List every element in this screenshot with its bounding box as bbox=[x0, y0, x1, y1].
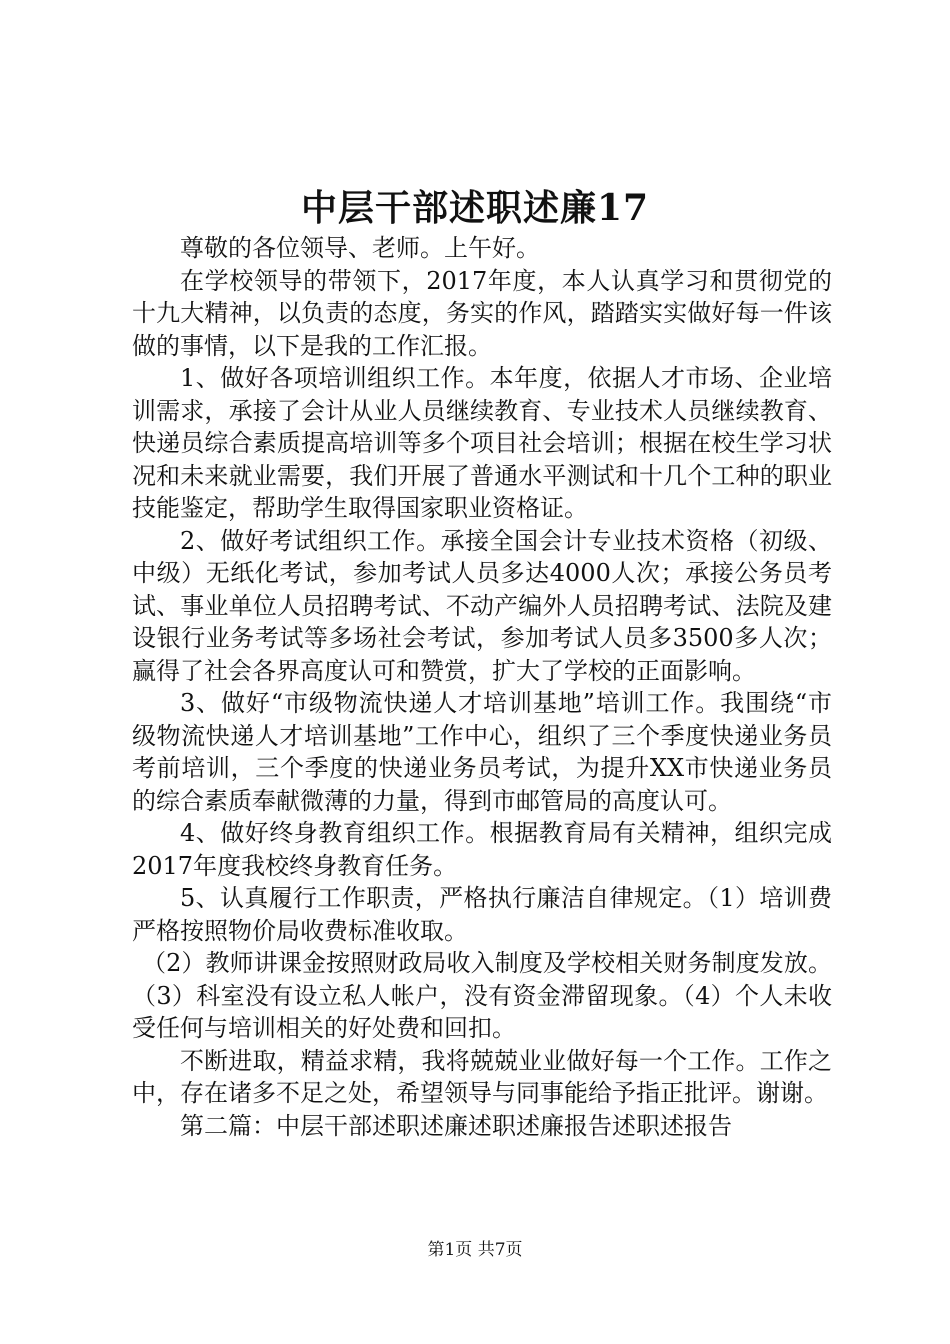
paragraph-item-4: 4、做好终身教育组织工作。根据教育局有关精神，组织完成2017年度我校终身教育任务。 bbox=[132, 819, 832, 880]
page-number-footer: 第1页 共7页 bbox=[427, 1240, 523, 1260]
paragraph-intro: 在学校领导的带领下，2017年度，本人认真学习和贯彻党的十九大精神，以负责的态度，务实的作风，踏踏实实做好每一件该做的事情，以下是我的工作汇报。 bbox=[132, 266, 832, 360]
paragraph-item-5-continued: （2）教师讲课金按照财政局收入制度及学校相关财务制度发放。（3）科室没有设立私人帐户，没有资金滞留现象。（4）个人未收受任何与培训相关的好处费和回扣。 bbox=[132, 949, 832, 1042]
paragraph-next-section: 第二篇：中层干部述职述廉述职述廉报告述职述报告 bbox=[180, 1111, 732, 1140]
paragraph-item-2: 2、做好考试组织工作。承接全国会计专业技术资格（初级、中级）无纸化考试，参加考试人员多达4000人次；承接公务员考试、事业单位人员招聘考试、不动产编外人员招聘考试、法院及建设银行业务考试等多场社会考试，参加考试人员多3500多人次；赢得了社会各界高度认可和赞赏，扩大了学校的正面影响。 bbox=[132, 526, 832, 685]
document-title: 中层干部述职述廉17 bbox=[300, 187, 650, 229]
document-body bbox=[132, 232, 832, 1142]
paragraph-item-5: 5、认真履行工作职责，严格执行廉洁自律规定。（1）培训费严格按照物价局收费标准收取。 bbox=[132, 884, 832, 945]
paragraph-greeting: 尊敬的各位领导、老师。上午好。 bbox=[180, 234, 540, 262]
paragraph-item-1: 1、做好各项培训组织工作。本年度，依据人才市场、企业培训需求，承接了会计从业人员继续教育、专业技术人员继续教育、快递员综合素质提高培训等多个项目社会培训；根据在校生学习状况和未来就业需要，我们开展了普通水平测试和十几个工种的职业技能鉴定，帮助学生取得国家职业资格证。 bbox=[132, 364, 832, 522]
paragraph-closing: 不断进取，精益求精，我将兢兢业业做好每一个工作。工作之中，存在诸多不足之处，希望领导与同事能给予指正批评。谢谢。 bbox=[132, 1046, 832, 1107]
paragraph-item-3: 3、做好“市级物流快递人才培训基地”培训工作。我围绕“市级物流快递人才培训基地”工作中心，组织了三个季度快递业务员考前培训，三个季度的快递业务员考试，为提升XX市快递业务员的综合素质奉献微薄的力量，得到市邮管局的高度认可。 bbox=[132, 689, 832, 815]
